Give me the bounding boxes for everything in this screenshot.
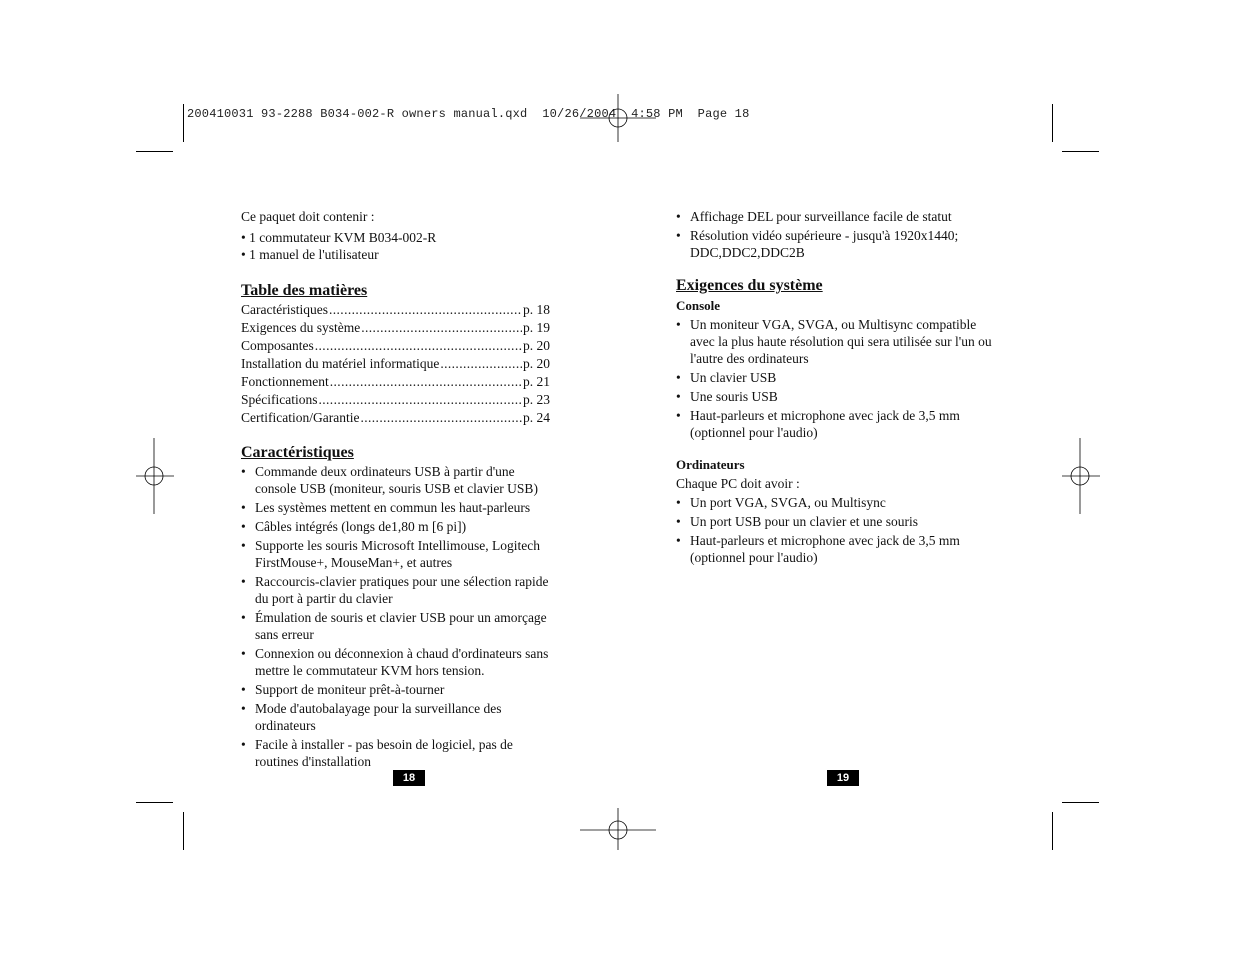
toc-page: p. 19 bbox=[523, 320, 550, 335]
left-page bbox=[241, 208, 561, 772]
list-item: • Une souris USB bbox=[676, 388, 996, 405]
toc-label: Certification/Garantie bbox=[241, 410, 360, 425]
list-item: • Affichage DEL pour surveillance facile de statut bbox=[676, 208, 996, 225]
computers-heading: Ordinateurs bbox=[676, 457, 745, 472]
toc-heading: Table des matières bbox=[241, 282, 368, 299]
crop-mark bbox=[1062, 151, 1099, 152]
toc-entry[interactable] bbox=[241, 373, 550, 391]
toc-entry[interactable] bbox=[241, 355, 550, 373]
list-item: • Raccourcis-clavier pratiques pour une sélection rapide du port à partir du clavier bbox=[241, 573, 553, 607]
console-heading: Console bbox=[676, 298, 721, 313]
list-item: • Haut-parleurs et microphone avec jack de 3,5 mm (optionnel pour l'audio) bbox=[676, 407, 996, 441]
list-item: • Support de moniteur prêt-à-tourner bbox=[241, 681, 553, 698]
crop-mark bbox=[183, 812, 184, 850]
computers-requirements-list bbox=[676, 494, 996, 566]
list-item: • Un clavier USB bbox=[676, 369, 996, 386]
registration-mark-icon bbox=[580, 94, 656, 142]
list-item: • Haut-parleurs et microphone avec jack de 3,5 mm (optionnel pour l'audio) bbox=[676, 532, 996, 566]
page-number-right: 19 bbox=[827, 770, 859, 786]
list-item: • Un port VGA, SVGA, ou Multisync bbox=[676, 494, 996, 511]
list-item: • 1 manuel de l'utilisateur bbox=[241, 247, 379, 262]
crop-mark bbox=[136, 151, 173, 152]
toc-entry[interactable] bbox=[241, 301, 550, 319]
toc-page: p. 23 bbox=[523, 392, 550, 407]
toc-page: p. 20 bbox=[523, 338, 550, 353]
toc-page: p. 20 bbox=[523, 356, 550, 371]
list-item: • Connexion ou déconnexion à chaud d'ordinateurs sans mettre le commutateur KVM hors tension. bbox=[241, 645, 553, 679]
crop-mark bbox=[1062, 802, 1099, 803]
requirements-heading: Exigences du système bbox=[676, 277, 823, 294]
console-requirements-list bbox=[676, 316, 996, 441]
toc-entry[interactable] bbox=[241, 319, 550, 337]
crop-mark bbox=[1052, 104, 1053, 142]
list-item: • Résolution vidéo supérieure - jusqu'à 1920x1440; DDC,DDC2,DDC2B bbox=[676, 227, 996, 261]
toc-label: Spécifications bbox=[241, 392, 318, 407]
toc-label: Composantes bbox=[241, 338, 314, 353]
toc-page: p. 18 bbox=[523, 302, 550, 317]
list-item: • Un moniteur VGA, SVGA, ou Multisync compatible avec la plus haute résolution qui sera utilisée sur l'un ou l'autre des ordinateurs bbox=[676, 316, 996, 367]
list-item: • Supporte les souris Microsoft Intellimouse, Logitech FirstMouse+, MouseMan+, et autres bbox=[241, 537, 553, 571]
toc-page: p. 24 bbox=[523, 410, 550, 425]
right-page bbox=[676, 208, 996, 568]
toc-page: p. 21 bbox=[523, 374, 550, 389]
toc-entry[interactable] bbox=[241, 409, 550, 427]
list-item: • Les systèmes mettent en commun les haut-parleurs bbox=[241, 499, 553, 516]
registration-mark-icon bbox=[1062, 438, 1100, 514]
features-list bbox=[241, 463, 553, 770]
list-item: • Émulation de souris et clavier USB pour un amorçage sans erreur bbox=[241, 609, 553, 643]
registration-mark-icon bbox=[580, 808, 656, 850]
package-contents-list bbox=[241, 229, 561, 263]
list-item: • Mode d'autobalayage pour la surveillance des ordinateurs bbox=[241, 700, 553, 734]
crop-mark bbox=[183, 104, 184, 142]
toc-label: Caractéristiques bbox=[241, 302, 328, 317]
features-continued-list bbox=[676, 208, 996, 261]
toc-entry[interactable] bbox=[241, 391, 550, 409]
registration-mark-icon bbox=[136, 438, 174, 514]
crop-mark bbox=[1052, 812, 1053, 850]
page-number-left: 18 bbox=[393, 770, 425, 786]
toc-label: Exigences du système bbox=[241, 320, 361, 335]
print-slug: 200410031 93-2288 B034-002-R owners manual.qxd 10/26/2004 4:58 PM Page 18 bbox=[187, 107, 750, 121]
list-item: • Facile à installer - pas besoin de logiciel, pas de routines d'installation bbox=[241, 736, 553, 770]
toc-entry[interactable] bbox=[241, 337, 550, 355]
list-item: • Commande deux ordinateurs USB à partir d'une console USB (moniteur, souris USB et clavier USB) bbox=[241, 463, 553, 497]
list-item: • 1 commutateur KVM B034-002-R bbox=[241, 230, 437, 245]
package-intro: Ce paquet doit contenir : bbox=[241, 209, 375, 224]
toc-label: Installation du matériel informatique bbox=[241, 356, 440, 371]
features-heading: Caractéristiques bbox=[241, 444, 354, 461]
table-of-contents bbox=[241, 301, 550, 427]
list-item: • Câbles intégrés (longs de1,80 m [6 pi]) bbox=[241, 518, 553, 535]
crop-mark bbox=[136, 802, 173, 803]
computers-intro: Chaque PC doit avoir : bbox=[676, 476, 800, 491]
toc-label: Fonctionnement bbox=[241, 374, 329, 389]
list-item: • Un port USB pour un clavier et une souris bbox=[676, 513, 996, 530]
